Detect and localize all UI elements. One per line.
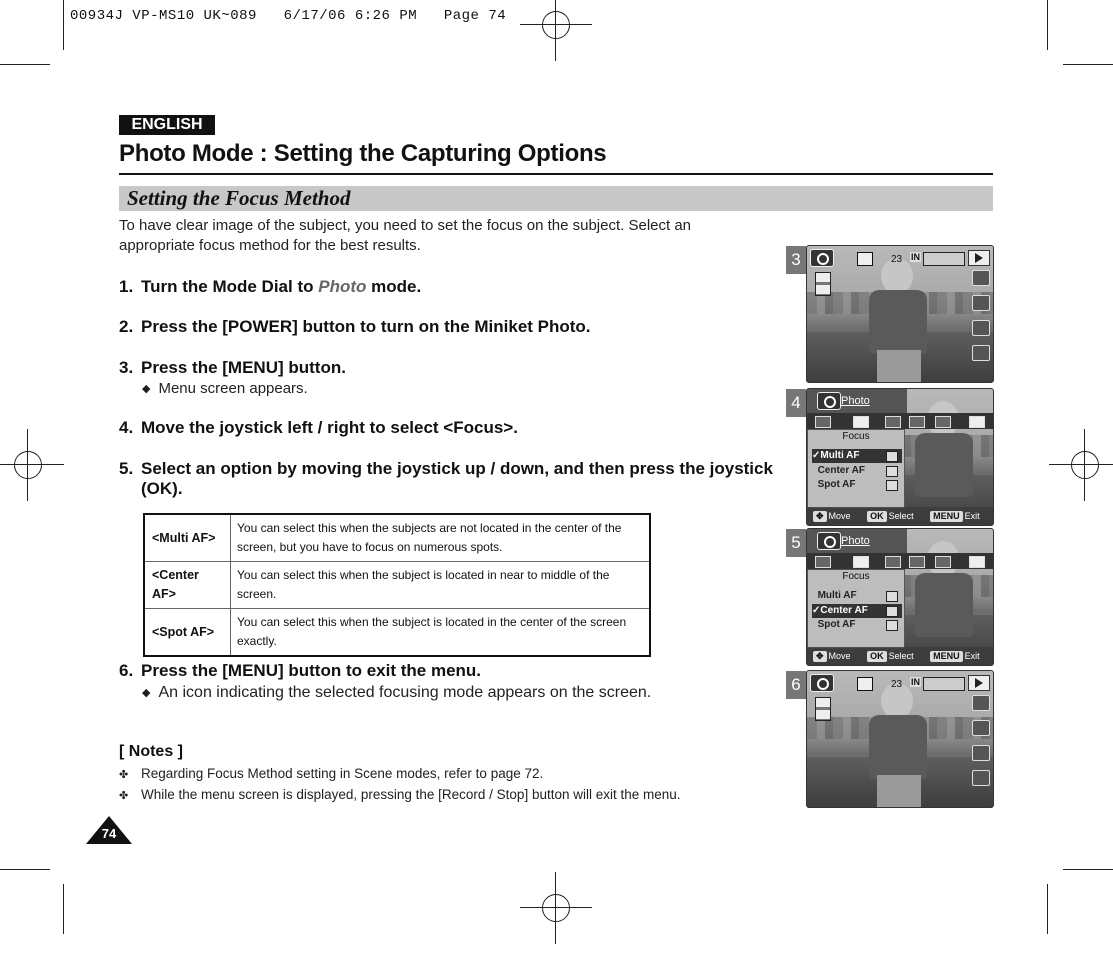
- menu-item-spot-af[interactable]: Spot AF: [812, 478, 902, 492]
- note-text: While the menu screen is displayed, pressing the [Record / Stop] button will exit the menu.: [141, 787, 681, 802]
- menu-header: [807, 389, 907, 414]
- step-2: [119, 317, 591, 337]
- menu-header: [807, 529, 907, 554]
- step-4: [119, 418, 518, 438]
- cross-bullet-icon: ✤: [119, 769, 129, 781]
- camera-icon: [810, 249, 834, 267]
- menu-tabs: [807, 553, 993, 569]
- joystick-icon: ✥: [813, 511, 827, 522]
- tab-icon: [909, 556, 925, 568]
- memory-icon: [923, 252, 965, 266]
- step-number: 5.: [119, 459, 134, 478]
- step-5: [119, 459, 799, 499]
- tab-icon: [885, 556, 901, 568]
- side-icons: [972, 270, 990, 370]
- step-3: [119, 358, 346, 378]
- menu-item-center-af[interactable]: Center AF: [812, 464, 902, 478]
- section-header: [119, 186, 993, 211]
- menu-item-center-af[interactable]: ✓Center AF: [812, 604, 902, 618]
- tab-icon: [909, 416, 925, 428]
- step-number: 6.: [119, 661, 134, 680]
- note-item: [119, 766, 543, 781]
- focus-mode-icon: [857, 252, 873, 266]
- screenshot-live-view-center-af: [806, 670, 994, 808]
- page-number: 74: [101, 826, 117, 841]
- eye-icon: [972, 295, 990, 311]
- tab-icon: [885, 416, 901, 428]
- timer-icon: [972, 345, 990, 361]
- tab-icon: [969, 556, 985, 568]
- crop-mark: [1063, 869, 1113, 870]
- step-text-continued: (OK).: [141, 479, 183, 498]
- menu-footer: ✥ Move OK Select MENU Exit: [807, 647, 993, 665]
- menu-title: Photo: [841, 395, 870, 407]
- note-item: [119, 787, 681, 802]
- registration-mark-top: [538, 7, 574, 43]
- menu-item-multi-af[interactable]: Multi AF: [812, 589, 902, 603]
- step-text: Press the [MENU] button to exit the menu.: [141, 661, 482, 680]
- screen-label: 5: [786, 529, 806, 557]
- eye-icon: [972, 720, 990, 736]
- menu-item-spot-af[interactable]: Spot AF: [812, 618, 902, 632]
- option-name: <Spot AF>: [144, 609, 231, 657]
- crop-mark: [63, 0, 64, 50]
- antishake-icon: [972, 695, 990, 711]
- menu-caption: Focus: [842, 431, 870, 442]
- printer-slug: 00934J VP-MS10 UK~089 6/17/06 6:26 PM Page 74: [70, 8, 507, 24]
- crop-mark: [0, 64, 50, 65]
- menu-title: Photo: [841, 535, 870, 547]
- tab-icon: [935, 556, 951, 568]
- step-emphasis: Photo: [318, 277, 367, 296]
- flash-off-icon: [972, 320, 990, 336]
- step-text: Press the [POWER] button to turn on the Miniket Photo.: [141, 317, 591, 336]
- menu-item-multi-af[interactable]: ✓Multi AF: [812, 449, 902, 463]
- multi-af-icon: [886, 591, 898, 602]
- screenshot-focus-menu-center: [806, 528, 994, 666]
- registration-mark-right: [1067, 447, 1103, 483]
- step-number: 2.: [119, 317, 134, 336]
- side-icons: [972, 695, 990, 795]
- language-badge: ENGLISH: [119, 115, 215, 135]
- step-text: Turn the Mode Dial to: [141, 277, 319, 296]
- screen-label: 4: [786, 389, 806, 417]
- screenshot-focus-menu-multi: [806, 388, 994, 526]
- resolution-icon: [815, 697, 831, 721]
- bullet-text: An icon indicating the selected focusing mode appears on the screen.: [158, 684, 652, 701]
- focus-menu-panel: [807, 429, 905, 509]
- intro-text: To have clear image of the subject, you need to set the focus on the subject. Select an appropriate focus method for the best results.: [119, 217, 692, 254]
- title-rule: [119, 173, 993, 175]
- step-1: [119, 277, 421, 297]
- tab-icon: [853, 416, 869, 428]
- crop-mark: [1047, 884, 1048, 934]
- step-6: [119, 661, 481, 681]
- registration-mark-left: [10, 447, 46, 483]
- cross-bullet-icon: ✤: [119, 790, 129, 802]
- diamond-bullet-icon: ◆: [142, 687, 151, 699]
- tab-icon: [815, 556, 831, 568]
- step-text: Select an option by moving the joystick up / down, and then press the joystick: [141, 459, 773, 478]
- screen-label: 3: [786, 246, 806, 274]
- focus-menu-panel: [807, 569, 905, 649]
- option-description: You can select this when the subject is located in the center of the screen exactly.: [231, 609, 651, 657]
- diamond-bullet-icon: ◆: [142, 383, 151, 395]
- step-3-bullet: [142, 380, 308, 398]
- bullet-text: Menu screen appears.: [158, 380, 308, 397]
- focus-mode-icon: [857, 677, 873, 691]
- center-af-icon: [886, 466, 898, 477]
- step-number: 1.: [119, 277, 134, 296]
- tab-icon: [969, 416, 985, 428]
- option-name: <Center AF>: [144, 562, 231, 609]
- camera-icon: [817, 392, 841, 410]
- step-number: 3.: [119, 358, 134, 377]
- note-text: Regarding Focus Method setting in Scene modes, refer to page 72.: [141, 766, 544, 781]
- menu-tabs: [807, 413, 993, 429]
- table-row: [144, 609, 650, 657]
- resolution-icon: [815, 272, 831, 296]
- spot-af-icon: [886, 480, 898, 491]
- registration-mark-bottom: [538, 890, 574, 926]
- joystick-icon: ✥: [813, 651, 827, 662]
- crop-mark: [0, 869, 50, 870]
- camera-icon: [810, 674, 834, 692]
- focus-options-table: [143, 513, 651, 657]
- option-name: <Multi AF>: [144, 514, 231, 562]
- center-af-icon: [886, 606, 898, 617]
- table-row: [144, 562, 650, 609]
- multi-af-icon: [886, 451, 898, 462]
- shot-counter: 23: [891, 679, 903, 690]
- crop-mark: [63, 884, 64, 934]
- flash-off-icon: [972, 745, 990, 761]
- tab-icon: [853, 556, 869, 568]
- crop-mark: [1047, 0, 1048, 50]
- step-text: Press the [MENU] button.: [141, 358, 346, 377]
- memory-icon: [923, 677, 965, 691]
- screen-label: 6: [786, 671, 806, 699]
- option-description: You can select this when the subject is located in near to middle of the screen.: [231, 562, 651, 609]
- crop-mark: [1063, 64, 1113, 65]
- tab-icon: [815, 416, 831, 428]
- step-number: 4.: [119, 418, 134, 437]
- camera-icon: [817, 532, 841, 550]
- section-title: Setting the Focus Method: [127, 186, 351, 210]
- antishake-icon: [972, 270, 990, 286]
- shot-counter: 23: [891, 254, 903, 265]
- step-6-bullet: [142, 684, 651, 702]
- play-icon: [968, 675, 990, 691]
- menu-footer: ✥ Move OK Select MENU Exit: [807, 507, 993, 525]
- step-text: mode.: [366, 277, 422, 296]
- option-description: You can select this when the subjects are not located in the center of the screen, but you have to focus on numerous spots.: [231, 514, 651, 562]
- menu-caption: Focus: [842, 571, 870, 582]
- screenshot-live-view: [806, 245, 994, 383]
- page-title: Photo Mode : Setting the Capturing Options: [119, 140, 607, 167]
- notes-heading: [ Notes ]: [119, 743, 183, 760]
- timer-icon: [972, 770, 990, 786]
- play-icon: [968, 250, 990, 266]
- spot-af-icon: [886, 620, 898, 631]
- tab-icon: [935, 416, 951, 428]
- table-row: [144, 514, 650, 562]
- step-text: Move the joystick left / right to select <Focus>.: [141, 418, 518, 437]
